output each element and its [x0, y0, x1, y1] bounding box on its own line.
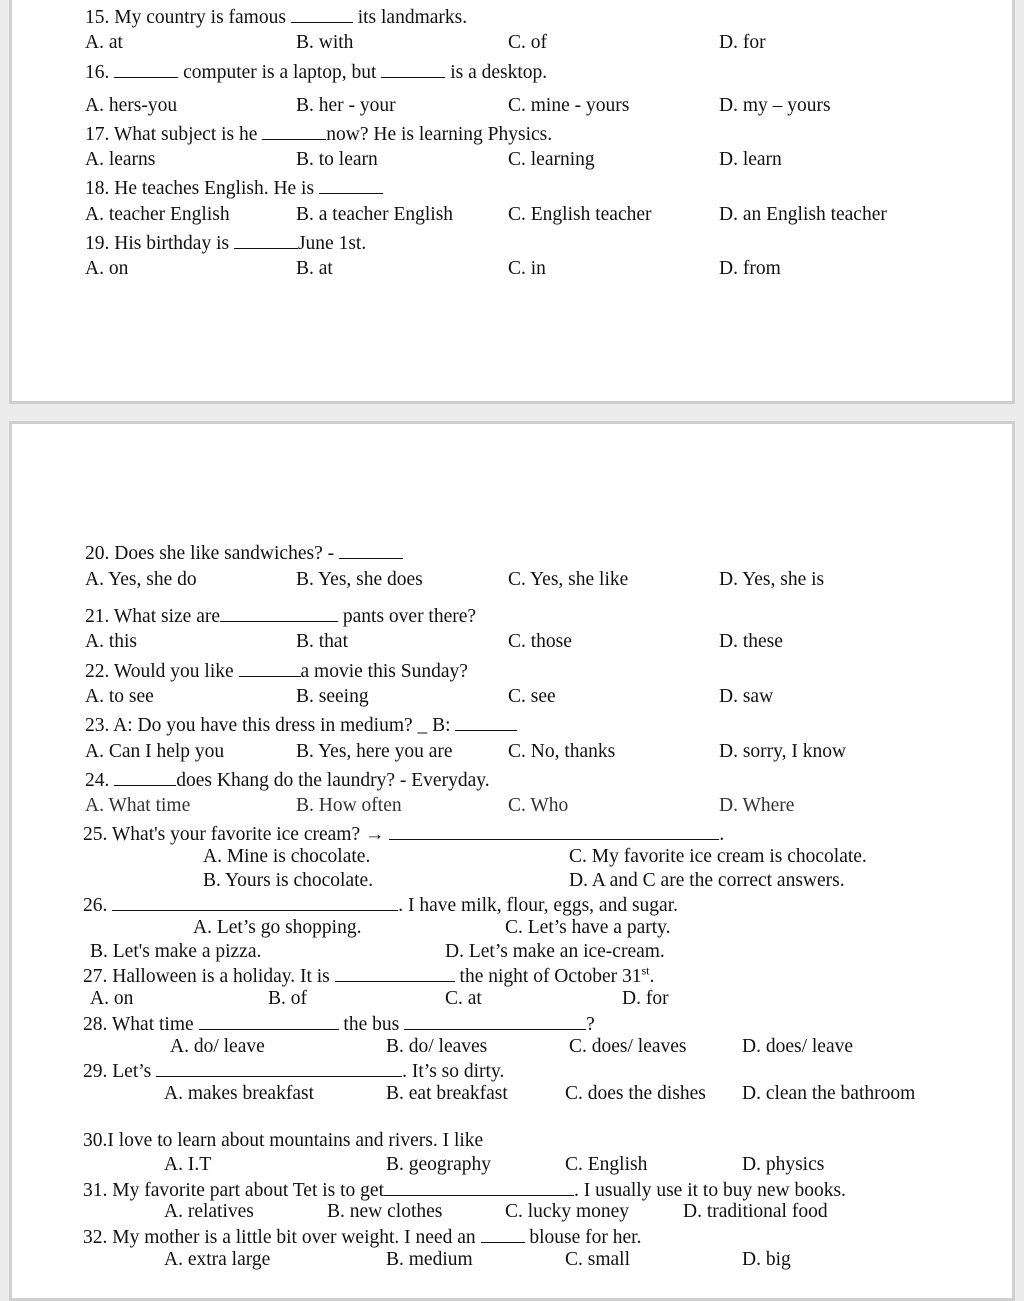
question-22: 22. Would you like a movie this Sunday? [85, 661, 468, 682]
q16-option-b: B. her - your [296, 95, 396, 116]
q23-option-a: A. Can I help you [85, 741, 225, 762]
q31-option-b: B. new clothes [327, 1201, 443, 1222]
q21-option-d: D. these [719, 631, 783, 652]
q26-option-d: D. Let’s make an ice-cream. [445, 941, 665, 962]
q29-option-d: D. clean the bathroom [742, 1083, 916, 1104]
question-23: 23. A: Do you have this dress in medium? _ B: [85, 713, 517, 737]
question-25: 25. What's your favorite ice cream? → . [83, 824, 725, 845]
q28-option-b: B. do/ leaves [386, 1036, 488, 1057]
q18-option-c: C. English teacher [508, 204, 652, 225]
q25-option-a: A. Mine is chocolate. [203, 846, 371, 867]
question-21: 21. What size are pants over there? [85, 606, 477, 627]
q21-option-c: C. those [508, 631, 572, 652]
question-18: 18. He teaches English. He is [85, 176, 383, 200]
q15-option-d: D. for [719, 32, 766, 53]
q30-option-a: A. I.T [164, 1154, 212, 1175]
question-16: 16. computer is a laptop, but is a desktop. [85, 62, 548, 83]
q28-option-d: D. does/ leave [742, 1036, 854, 1057]
q31-option-c: C. lucky money [505, 1201, 630, 1222]
q17-option-c: C. learning [508, 149, 595, 170]
q18-option-a: A. teacher English [85, 204, 230, 225]
question-32: 32. My mother is a little bit over weight. I need an blouse for her. [83, 1227, 642, 1248]
q17-option-b: B. to learn [296, 149, 378, 170]
q32-option-c: C. small [565, 1249, 631, 1270]
question-29: 29. Let’s . It’s so dirty. [83, 1061, 505, 1082]
q30-option-b: B. geography [386, 1154, 492, 1175]
q27-option-d: D. for [622, 988, 669, 1009]
q23-option-b: B. Yes, here you are [296, 741, 453, 762]
q20-option-b: B. Yes, she does [296, 569, 423, 590]
question-15: 15. My country is famous its landmarks. [85, 7, 468, 28]
q20-option-a: A. Yes, she do [85, 569, 197, 590]
q19-option-c: C. in [508, 258, 546, 279]
q25-option-b: B. Yours is chocolate. [203, 870, 374, 891]
q19-option-b: B. at [296, 258, 333, 279]
q24-option-b: B. How often [296, 795, 402, 816]
q16-option-a: A. hers-you [85, 95, 178, 116]
q15-option-c: C. of [508, 32, 547, 53]
q17-option-a: A. learns [85, 149, 156, 170]
question-17: 17. What subject is he now? He is learning Physics. [85, 124, 553, 145]
q29-option-a: A. makes breakfast [164, 1083, 314, 1104]
question-24: 24. does Khang do the laundry? - Everyday. [85, 770, 490, 791]
q30-option-c: C. English [565, 1154, 648, 1175]
q19-option-a: A. on [85, 258, 129, 279]
question-28: 28. What time the bus ? [83, 1014, 595, 1035]
q21-option-a: A. this [85, 631, 138, 652]
q16-option-c: C. mine - yours [508, 95, 630, 116]
q32-option-a: A. extra large [164, 1249, 271, 1270]
q20-option-d: D. Yes, she is [719, 569, 825, 590]
question-27: 27. Halloween is a holiday. It is the night of October 31st. [83, 963, 655, 987]
q29-option-b: B. eat breakfast [386, 1083, 508, 1104]
q32-option-d: D. big [742, 1249, 791, 1270]
q29-option-c: C. does the dishes [565, 1083, 706, 1104]
q16-option-d: D. my – yours [719, 95, 831, 116]
q15-option-b: B. with [296, 32, 354, 53]
q24-option-d: D. Where [719, 795, 795, 816]
q22-option-a: A. to see [85, 686, 154, 707]
q28-option-c: C. does/ leaves [569, 1036, 687, 1057]
q18-option-b: B. a teacher English [296, 204, 454, 225]
q19-option-d: D. from [719, 258, 781, 279]
q25-option-c: C. My favorite ice cream is chocolate. [569, 846, 867, 867]
q18-option-d: D. an English teacher [719, 204, 887, 225]
question-26: 26. . I have milk, flour, eggs, and sugar. [83, 895, 678, 916]
q23-option-c: C. No, thanks [508, 741, 616, 762]
q24-option-a: A. What time [85, 795, 191, 816]
q17-option-d: D. learn [719, 149, 782, 170]
q28-option-a: A. do/ leave [170, 1036, 265, 1057]
q31-option-d: D. traditional food [683, 1201, 828, 1222]
q23-option-d: D. sorry, I know [719, 741, 847, 762]
question-19: 19. His birthday is June 1st. [85, 233, 367, 254]
q27-option-a: A. on [90, 988, 134, 1009]
q22-option-d: D. saw [719, 686, 774, 707]
q26-option-b: B. Let's make a pizza. [90, 941, 262, 962]
q25-option-d: D. A and C are the correct answers. [569, 870, 845, 891]
q26-option-c: C. Let’s have a party. [505, 917, 671, 938]
q32-option-b: B. medium [386, 1249, 473, 1270]
q26-option-a: A. Let’s go shopping. [193, 917, 362, 938]
q30-option-d: D. physics [742, 1154, 825, 1175]
q15-option-a: A. at [85, 32, 123, 53]
q22-option-b: B. seeing [296, 686, 369, 707]
q31-option-a: A. relatives [164, 1201, 254, 1222]
q27-option-b: B. of [268, 988, 307, 1009]
question-31: 31. My favorite part about Tet is to get . I usually use it to buy new books. [83, 1180, 846, 1201]
q24-option-c: C. Who [508, 795, 569, 816]
q20-option-c: C. Yes, she like [508, 569, 629, 590]
q22-option-c: C. see [508, 686, 556, 707]
question-30: 30.I love to learn about mountains and rivers. I like [83, 1130, 484, 1151]
q27-option-c: C. at [445, 988, 482, 1009]
question-20: 20. Does she like sandwiches? - [85, 541, 403, 565]
q21-option-b: B. that [296, 631, 348, 652]
